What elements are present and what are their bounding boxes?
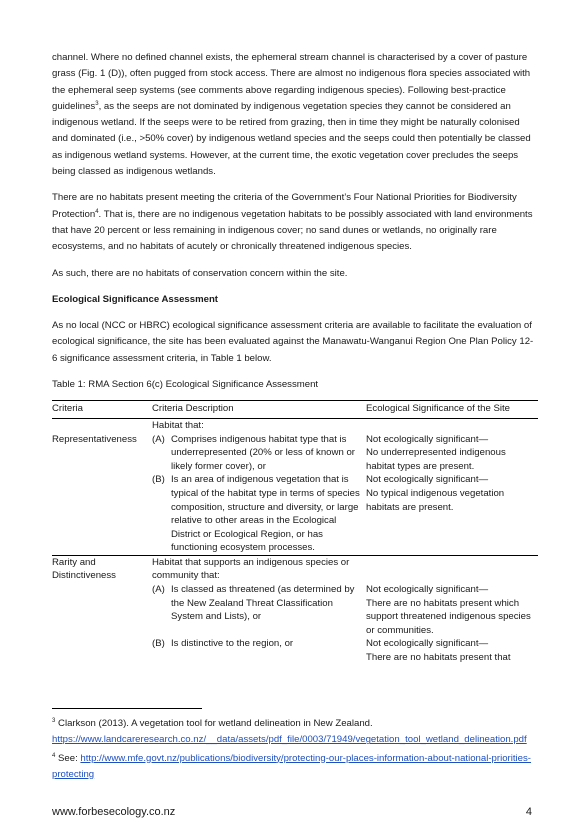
significance-verdict: Not ecologically significant— [366,474,489,486]
item-description: Is distinctive to the region, or [171,638,294,650]
footnote-number: 4 [52,752,56,759]
item-marker: (A) [152,584,165,596]
significance-verdict: Not ecologically significant— [366,433,489,445]
table-row [52,473,538,555]
table-row [52,433,538,474]
footnote-text: Clarkson (2013). A vegetation tool for wetland delineation in New Zealand. [58,718,373,729]
significance-table [52,400,538,664]
paragraph-conservation-concern: As such, there are no habitats of conservation concern within the site. [52,267,348,279]
page-footer [52,806,532,818]
significance-detail: No underrepresented indigenous habitat types are present. [366,447,506,472]
item-description: Comprises indigenous habitat type that is underrepresented (20% or less of known or likely former cover), or [171,433,355,472]
section-heading: Ecological Significance Assessment [52,293,218,305]
criteria-cell: Rarity and Distinctiveness [52,555,152,583]
significance-verdict: Not ecologically significant— [366,638,489,650]
footnote-text: See: [58,752,81,764]
item-marker: (B) [152,474,165,486]
table-row [52,418,538,432]
footnote-number: 3 [52,717,56,724]
item-description: Is classed as threatened (as determined by the New Zealand Threat Classification System and Lists), or [171,584,355,623]
document-body [52,50,538,665]
table-row [52,583,538,637]
description-intro: Habitat that supports an indigenous species or community that: [152,555,366,583]
item-description: Is an area of indigenous vegetation that is typical of the habitat type in terms of species composition, structure and diversity, or large relative to other areas in the Ecological District or Ecological Region, or has functioning ecosystem processes. [171,474,360,554]
item-marker: (A) [152,433,165,445]
criteria-cell: Representativeness [52,433,137,445]
footnote-divider [52,708,202,709]
description-intro: Habitat that: [152,419,204,431]
criteria-cell [52,418,152,432]
footnote-link-wetland-tool[interactable]: https://www.landcareresearch.co.nz/__data/assets/pdf_file/0003/71949/vegetation_tool_wetland_delineation.pdf [52,734,527,746]
footnote-ref-3[interactable]: 3 [95,100,99,107]
significance-verdict: Not ecologically significant— [366,584,489,596]
header-description: Criteria Description [152,401,366,419]
footer-website: www.forbesecology.co.nz [52,806,176,818]
significance-detail: There are no habitats present which support threatened indigenous species or communities. [366,597,531,636]
paragraph-assessment-intro: As no local (NCC or HBRC) ecological significance assessment criteria are available to facilitate the evaluation of ecological significance, the site has been evaluated against the Manawatu-Wanganui Region One Plan Policy 12-6 significance assessment criteria, in Table 1 below. [52,320,534,364]
footnote-ref-4[interactable]: 4 [95,208,99,215]
header-significance: Ecological Significance of the Site [366,401,538,419]
significance-detail: No typical indigenous vegetation habitats are present. [366,487,505,513]
footnote-4 [52,751,538,784]
significance-detail: There are no habitats present that [366,652,511,664]
table-row [52,555,538,583]
table-header-row [52,401,538,419]
page-number: 4 [525,806,532,818]
paragraph-seeps: channel. Where no defined channel exists, the ephemeral stream channel is characterised by a cover of pasture grass (Fig. 1 (D)), often pugged from stock access. There are almost no indigenous flora species associated with the ephemeral seep systems (see comments above regarding indigenous species). Following best-practice guidelines$^3$, as the seeps are not dominated by indigenous vegetation species they cannot be considered an indigenous wetland. If the seeps were to be retired from grazing, then in time they might be naturally colonised and dominated (i.e., >50% cover) by indigenous wetland species and the seeps could then potentially be classed as indigenous wetland systems. However, at the current time, the exotic vegetation cover precludes the seeps being classed as indigenous wetlands. [52,52,531,178]
paragraph-national-priorities: There are no habitats present meeting the criteria of the Government’s Four National Priorities for Biodiversity Protection$^4$. That is, there are no indigenous vegetation habitats to be possibly associated with land environments that have 20 percent or less remaining in indigenous cover; no sand dunes or wetlands, no originally rare ecosystems, and no habitats of acutely or chronically threatened indigenous species. [52,192,533,253]
footnote-3 [52,716,538,749]
table-caption: Table 1: RMA Section 6(c) Ecological Significance Assessment [52,379,319,391]
footnote-link-mfe[interactable]: http://www.mfe.govt.nz/publications/biodiversity/protecting-our-places-information-about-national-priorities-protecting [52,752,531,780]
table-row [52,637,538,664]
item-marker: (B) [152,638,165,650]
footnotes [52,716,538,785]
header-criteria: Criteria [52,401,152,419]
